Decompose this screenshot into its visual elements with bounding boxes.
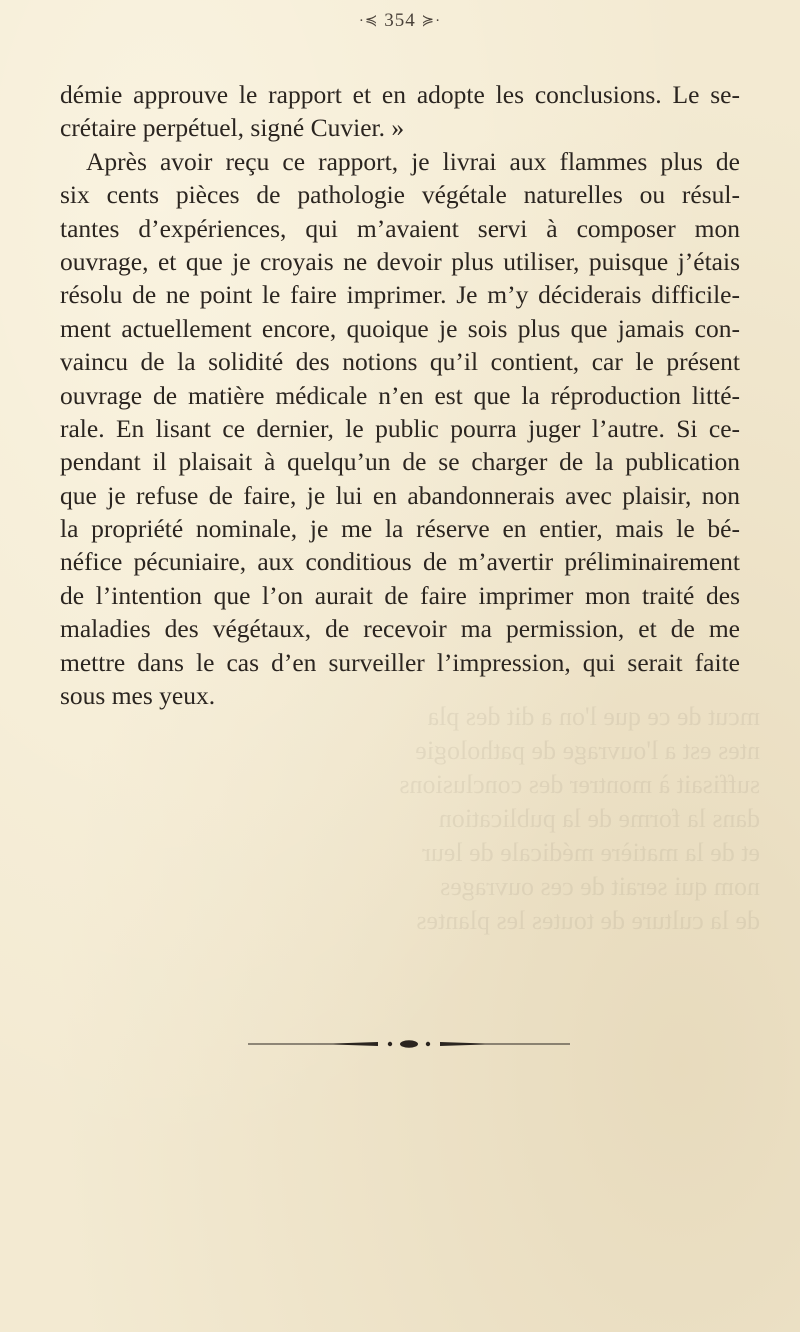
ornamental-rule [248, 1040, 570, 1048]
show-through-bleed: mcut de ce que l'on a dit des pla ntes est a l'ouvrage de pathologie suffisait à montrer des conclusions dans la forme de la publication et de la matière médicale de leur nom qui serait de ces ouvrages de la culture de toutes les plantes [399, 702, 760, 935]
text-line: néfice pécuniaire, aux conditious de m’avertir préliminairement [60, 547, 740, 577]
text-line: six cents pièces de pathologie végétale naturelles ou résul- [60, 180, 740, 210]
text-line: mettre dans le cas d’en surveiller l’impression, qui serait faite [60, 647, 740, 677]
body-text [60, 78, 740, 712]
text-line: maladies des végétaux, de recevoir ma permission, et de me [60, 614, 740, 644]
text-line: ouvrage de matière médicale n’en est que la réproduction litté- [60, 380, 740, 410]
right-ornament: ≽· [421, 13, 442, 29]
text-line: vaincu de la solidité des notions qu’il contient, car le présent [60, 347, 740, 377]
text-line: crétaire perpétuel, signé Cuvier. » [60, 113, 405, 143]
left-ornament: ·≼ [358, 13, 379, 29]
page-number: 354 [384, 10, 416, 31]
text-line: la propriété nominale, je me la réserve en entier, mais le bé- [60, 514, 740, 544]
text-line: résolu de ne point le faire imprimer. Je m’y déciderais difficile- [60, 280, 740, 310]
text-line: ment actuellement encore, quoique je sois plus que jamais con- [60, 313, 740, 343]
text-line: démie approuve le rapport et en adopte les conclusions. Le se- [60, 80, 740, 109]
text-line: tantes d’expériences, qui m’avaient servi à composer mon [60, 213, 740, 243]
text-line: sous mes yeux. [60, 681, 216, 711]
text-line: ouvrage, et que je croyais ne devoir plus utiliser, puisque j’étais [60, 246, 740, 276]
page-header [0, 10, 800, 32]
text-line: pendant il plaisait à quelqu’un de se charger de la publication [60, 447, 740, 477]
text-line: que je refuse de faire, je lui en abandonnerais avec plaisir, non [60, 480, 740, 510]
text-line: de l’intention que l’on aurait de faire imprimer mon traité des [60, 580, 740, 610]
text-line: Après avoir reçu ce rapport, je livrai aux flammes plus de [86, 146, 740, 176]
text-line: rale. En lisant ce dernier, le public pourra juger l’autre. Si ce- [60, 413, 740, 443]
